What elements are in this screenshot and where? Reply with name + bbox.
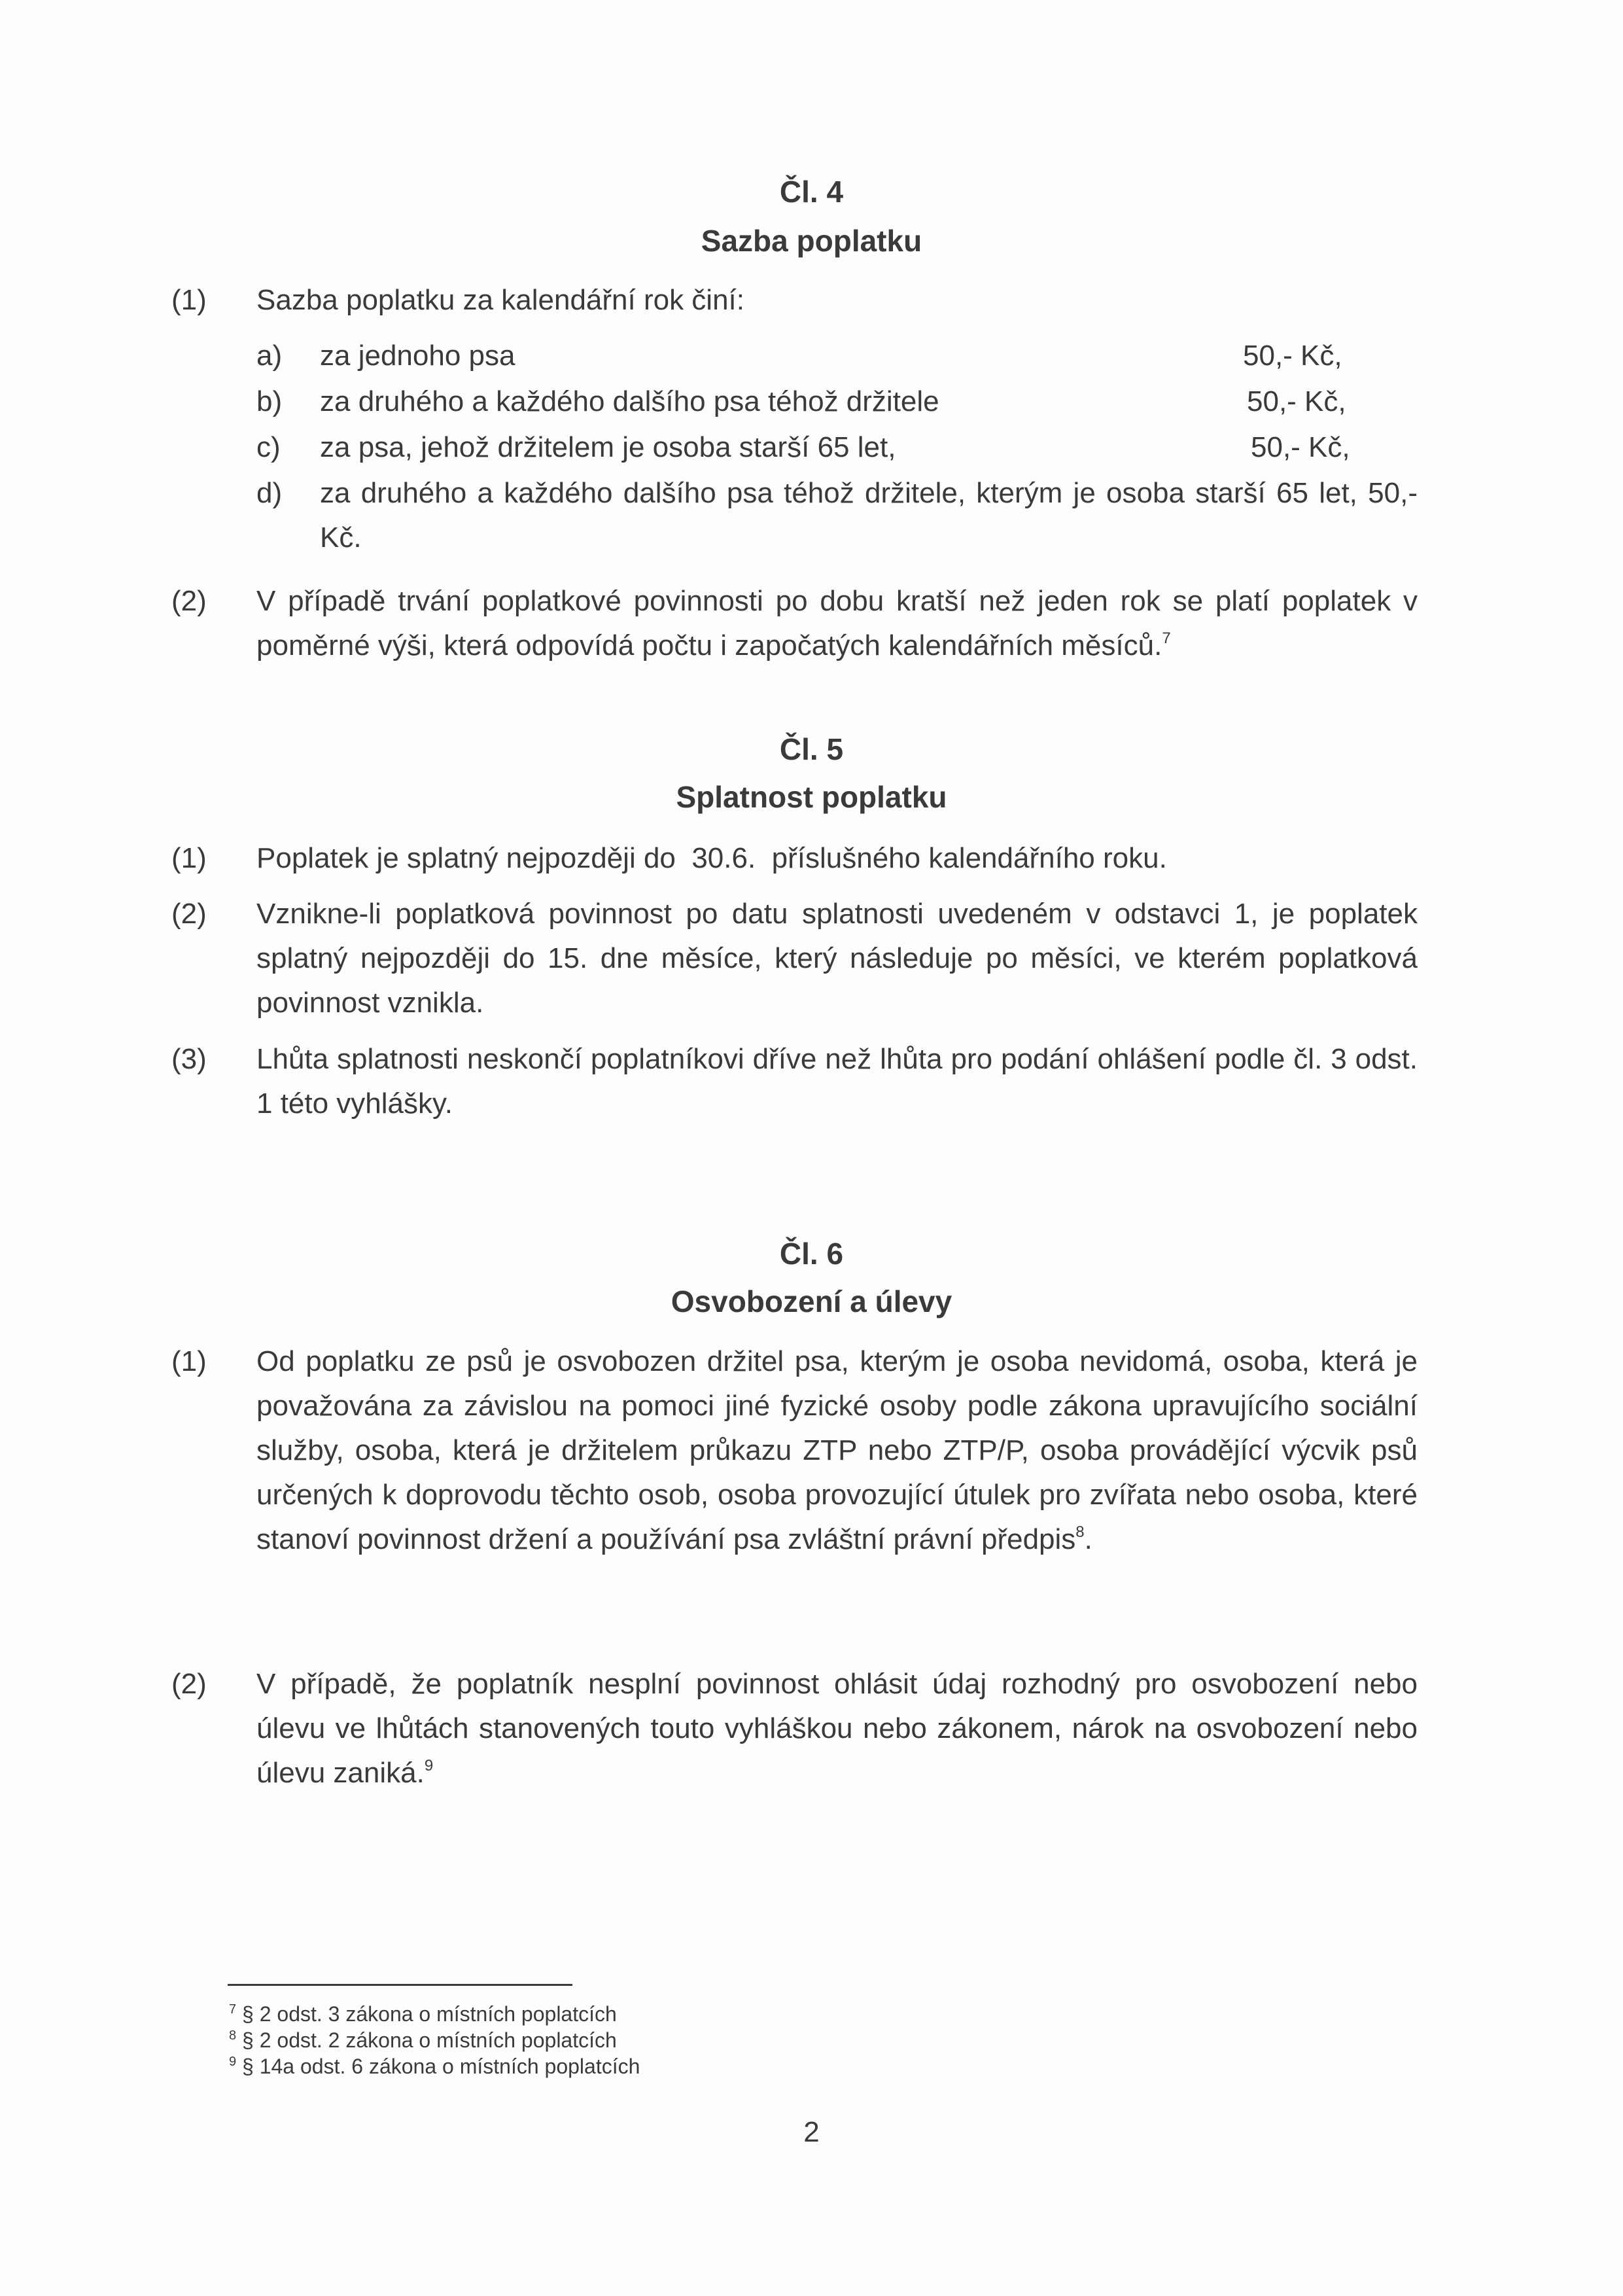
footnote-separator [228,1984,572,1986]
page-number: 2 [803,2116,820,2148]
paragraph-number: (1) [171,284,207,316]
paragraph-text: Poplatek je splatný nejpozději do 30.6. příslušného kalendářního roku. [256,842,1167,874]
article-title: Splatnost poplatku [676,780,947,814]
paragraph-number: (2) [171,585,207,617]
paragraph [171,1662,1418,1795]
rate-item [256,380,1418,424]
footnote [229,2027,617,2053]
paragraph-text [256,579,1418,668]
paragraph-text: Lhůta splatnosti neskončí poplatníkovi dříve než lhůta pro podání ohlášení podle čl. 3 odst. 1 této vyhlášky. [256,1043,1418,1120]
item-text-content: za druhého a každého dalšího psa téhož držitele, kterým je osoba starší 65 let, [320,477,1357,509]
article-title: Osvobození a úlevy [671,1284,952,1318]
item-amount: 50,- Kč, [1247,385,1346,417]
rate-item [256,334,1418,378]
paragraph [171,579,1418,668]
article-number: Čl. 4 [779,175,844,209]
item-letter: c) [256,431,281,463]
paragraph [171,892,1418,1025]
footnote-ref: 7 [1162,629,1171,647]
paragraph-text-content: Od poplatku ze psů je osvobozen držitel psa, kterým je osoba nevidomá, osoba, která je považována za závislou na pomoci jiné fyzické osoby podle zákona upravujícího sociální služby, osoba, která je držitelem průkazu ZTP nebo ZTP/P, osoba provádějící výcvik psů určených k doprovodu těchto osob, osoba provozující útulek pro zvířata nebo osoba, které stanoví povinnost držení a používání psa zvláštní právní předpis [256,1345,1418,1555]
item-amount: 50,- Kč. [320,477,1418,554]
item-letter: a) [256,340,283,372]
article-number: Čl. 6 [779,1237,844,1271]
paragraph-number: (2) [171,898,207,930]
item-text: za jednoho psa [320,340,515,372]
footnote-mark: 8 [229,2028,237,2043]
item-letter: b) [256,385,283,417]
footnote-mark: 9 [229,2055,237,2069]
paragraph [171,1037,1418,1126]
item-text: za druhého a každého dalšího psa téhož držitele [320,385,939,417]
footnote [229,2001,617,2027]
paragraph-number: (3) [171,1043,207,1075]
item-amount: 50,- Kč, [1243,340,1342,372]
item-text [320,471,1418,560]
paragraph [171,1339,1418,1562]
rate-item [256,425,1418,470]
paragraph-text: Vznikne-li poplatková povinnost po datu splatnosti uvedeném v odstavci 1, je poplatek splatný nejpozději do 15. dne měsíce, který následuje po měsíci, ve kterém poplatková povinnost vznikla. [256,898,1418,1019]
footnote-text: § 2 odst. 3 zákona o místních poplatcích [242,2002,617,2026]
footnote-ref: 8 [1075,1523,1085,1541]
footnote [229,2053,640,2079]
footnote-text: § 2 odst. 2 zákona o místních poplatcích [242,2028,617,2052]
article-number: Čl. 5 [779,732,844,766]
item-text: za psa, jehož držitelem je osoba starší 65 let, [320,431,896,463]
paragraph-text-content: V případě trvání poplatkové povinnosti po dobu kratší než jeden rok se platí poplatek v poměrné výši, která odpovídá počtu i započatých kalendářních měsíců. [256,585,1418,662]
paragraph-text [256,1662,1418,1795]
paragraph-number: (1) [171,1345,207,1377]
paragraph [171,836,1418,881]
item-amount: 50,- Kč, [1251,431,1350,463]
footnote-mark: 7 [229,2002,237,2017]
paragraph-number: (1) [171,842,207,874]
paragraph [171,278,1418,323]
footnote-text: § 14a odst. 6 zákona o místních poplatcích [242,2055,640,2078]
paragraph-text [256,1339,1418,1562]
paragraph-text-content: V případě, že poplatník nesplní povinnost ohlásit údaj rozhodný pro osvobození nebo úlevu ve lhůtách stanovených touto vyhláškou nebo zákonem, nárok na osvobození nebo úlevu zaniká. [256,1668,1418,1789]
item-letter: d) [256,477,283,509]
paragraph-number: (2) [171,1668,207,1700]
footnote-ref: 9 [424,1757,434,1775]
article-title: Sazba poplatku [701,224,922,258]
paragraph-text: Sazba poplatku za kalendářní rok činí: [256,284,745,316]
rate-item [256,471,1418,560]
paragraph-trailing: . [1084,1523,1092,1555]
